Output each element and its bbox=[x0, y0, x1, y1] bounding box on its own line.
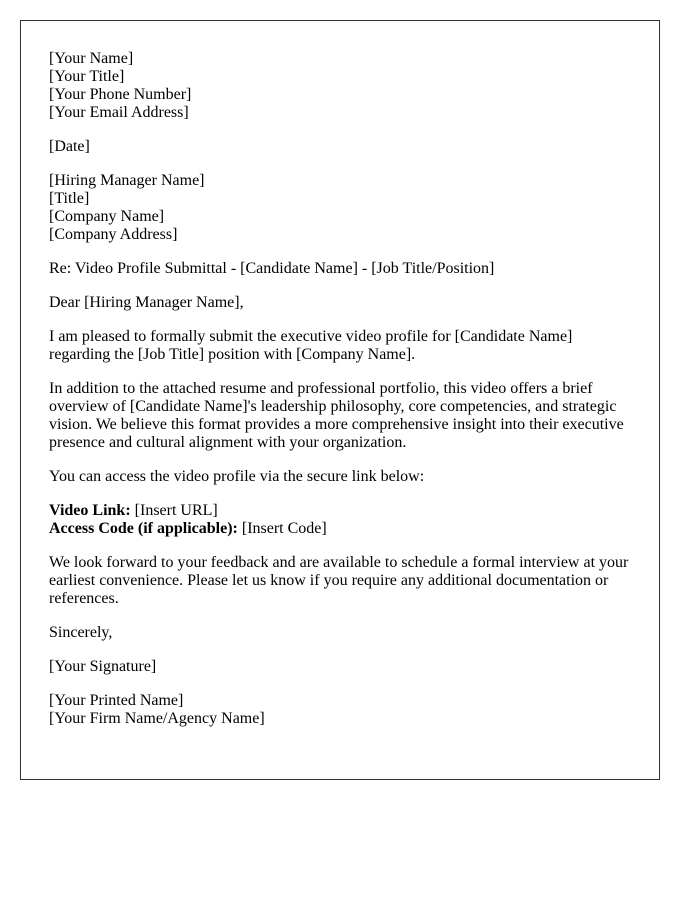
recipient-title: [Title] bbox=[49, 190, 90, 207]
paragraph-line: presence and cultural alignment with your organization. bbox=[49, 434, 407, 451]
paragraph-line: regarding the [Job Title] position with [Company Name]. bbox=[49, 346, 416, 363]
printed-name: [Your Printed Name] bbox=[49, 692, 184, 709]
paragraph-line: You can access the video profile via the secure link below: bbox=[49, 468, 425, 485]
sender-name: [Your Name] bbox=[49, 50, 134, 67]
signature-placeholder: [Your Signature] bbox=[49, 658, 157, 675]
sender-email: [Your Email Address] bbox=[49, 104, 189, 121]
links-block bbox=[49, 502, 631, 538]
paragraph-access bbox=[49, 468, 631, 486]
letter-page bbox=[20, 20, 660, 780]
paragraph-line: earliest convenience. Please let us know if you require any additional documentation or bbox=[49, 572, 609, 589]
date-block bbox=[49, 138, 631, 156]
video-link-label: Video Link: bbox=[49, 502, 131, 519]
paragraph-line: vision. We believe this format provides a more comprehensive insight into their executive bbox=[49, 416, 624, 433]
subject-line: Re: Video Profile Submittal - [Candidate Name] - [Job Title/Position] bbox=[49, 260, 495, 277]
subject-block bbox=[49, 260, 631, 278]
paragraph-line: I am pleased to formally submit the executive video profile for [Candidate Name] bbox=[49, 328, 573, 345]
paragraph-line: We look forward to your feedback and are available to schedule a formal interview at your bbox=[49, 554, 629, 571]
paragraph-line: In addition to the attached resume and professional portfolio, this video offers a brief bbox=[49, 380, 593, 397]
letter-date: [Date] bbox=[49, 138, 90, 155]
paragraph-closing bbox=[49, 554, 631, 608]
access-code-value: [Insert Code] bbox=[237, 520, 327, 537]
paragraph-intro bbox=[49, 328, 631, 364]
recipient-address: [Company Address] bbox=[49, 226, 178, 243]
recipient-company: [Company Name] bbox=[49, 208, 165, 225]
access-code-line bbox=[49, 520, 631, 538]
sender-title: [Your Title] bbox=[49, 68, 125, 85]
paragraph-details bbox=[49, 380, 631, 452]
sender-block bbox=[49, 50, 631, 122]
salutation: Dear [Hiring Manager Name], bbox=[49, 294, 244, 311]
video-link-value: [Insert URL] bbox=[130, 502, 218, 519]
paragraph-line: overview of [Candidate Name]'s leadership philosophy, core competencies, and strategic bbox=[49, 398, 617, 415]
recipient-name: [Hiring Manager Name] bbox=[49, 172, 205, 189]
access-code-label: Access Code (if applicable): bbox=[49, 520, 238, 537]
sender-phone: [Your Phone Number] bbox=[49, 86, 192, 103]
signature-block bbox=[49, 658, 631, 676]
recipient-block bbox=[49, 172, 631, 244]
firm-name: [Your Firm Name/Agency Name] bbox=[49, 710, 265, 727]
printed-name-block bbox=[49, 692, 631, 728]
closing-block bbox=[49, 624, 631, 642]
video-link-line bbox=[49, 502, 631, 520]
closing-word: Sincerely, bbox=[49, 624, 113, 641]
salutation-block bbox=[49, 294, 631, 312]
paragraph-line: references. bbox=[49, 590, 119, 607]
